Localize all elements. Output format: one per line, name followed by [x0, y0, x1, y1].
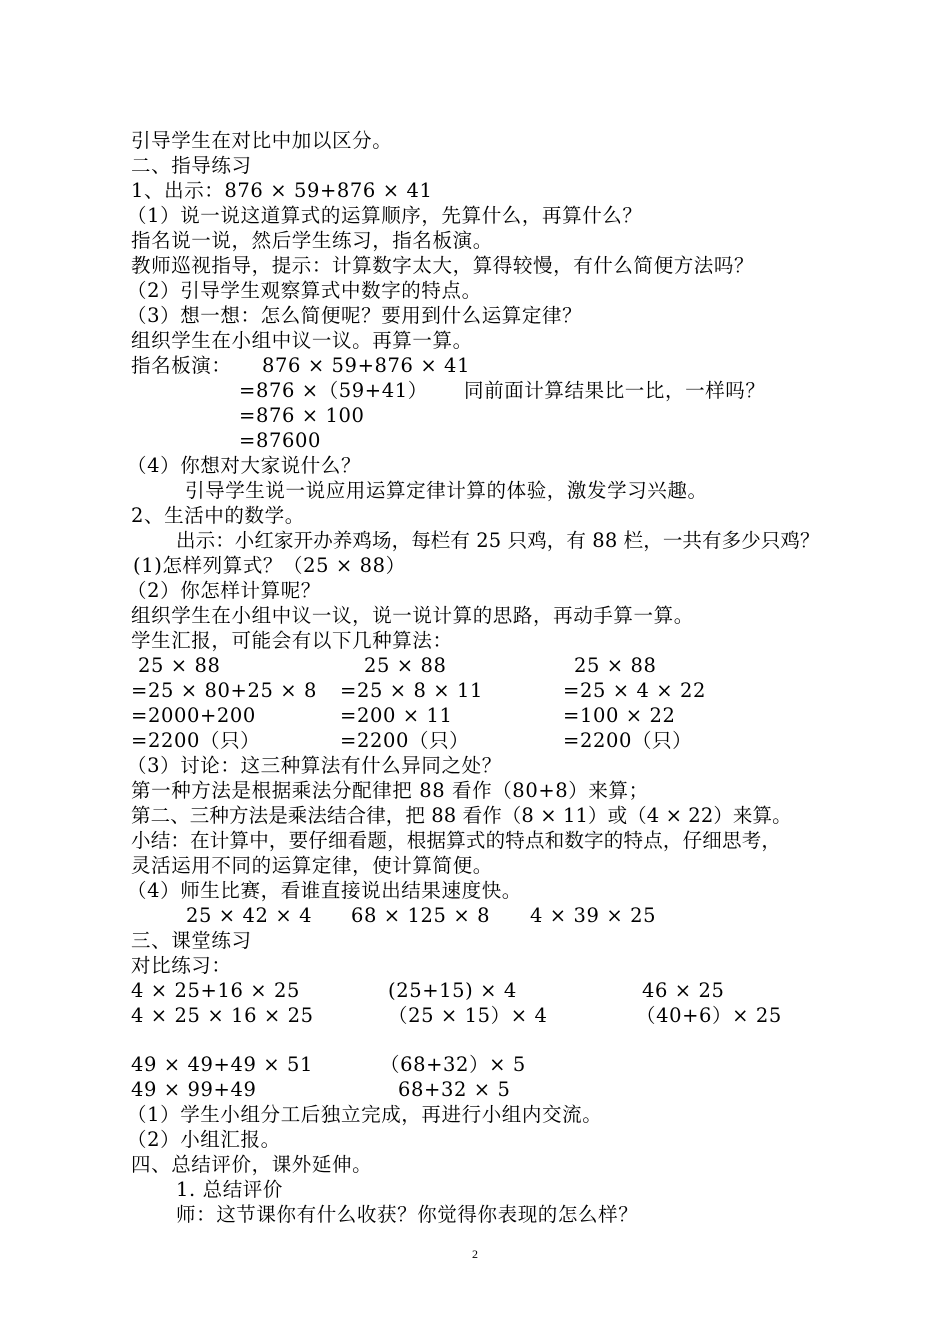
- math-expression: 4 × 25+16 × 25: [131, 979, 301, 1002]
- math-expression: =2200（只）: [563, 729, 693, 752]
- math-expression: =25 × 8 × 11: [340, 679, 484, 702]
- math-expression: =2200（只）: [340, 729, 470, 752]
- text-line: （4）你想对大家说什么？: [127, 454, 362, 477]
- text-line: 同前面计算结果比一比，一样吗？: [464, 379, 766, 402]
- math-expression: 876 × 59+876 × 41: [262, 354, 471, 377]
- text-line: 出示：小红家开办养鸡场，每栏有 25 只鸡，有 88 栏，一共有多少只鸡？: [176, 529, 820, 552]
- math-expression: 25 × 88: [138, 654, 221, 677]
- math-expression: =87600: [239, 429, 321, 452]
- section-heading: 三、课堂练习: [131, 929, 252, 952]
- math-expression: =25 × 80+25 × 8: [131, 679, 317, 702]
- math-expression: =876 × 100: [239, 404, 365, 427]
- math-expression: （40+6）× 25: [636, 1004, 782, 1027]
- math-expression: =100 × 22: [563, 704, 676, 727]
- text-line: 组织学生在小组中议一议，说一说计算的思路，再动手算一算。: [131, 604, 694, 627]
- text-line: （2）你怎样计算呢？: [127, 579, 321, 602]
- math-expression: （68+32）× 5: [380, 1053, 526, 1076]
- text-line: 对比练习：: [131, 954, 232, 977]
- math-expression: =2200（只）: [131, 729, 261, 752]
- text-line: 指名说一说，然后学生练习，指名板演。: [131, 229, 493, 252]
- section-heading: 二、指导练习: [131, 154, 252, 177]
- text-line: 灵活运用不同的运算定律，使计算简便。: [131, 854, 493, 877]
- text-line: （1）学生小组分工后独立完成，再进行小组内交流。: [127, 1103, 603, 1126]
- text-line: 第二、三种方法是乘法结合律，把 88 看作（8 × 11）或（4 × 22）来算。: [131, 804, 792, 827]
- section-heading: 四、总结评价，课外延伸。: [131, 1153, 373, 1176]
- text-line: 组织学生在小组中议一议。再算一算。: [131, 329, 473, 352]
- text-line: （3）讨论：这三种算法有什么异同之处？: [127, 754, 502, 777]
- math-expression: (25+15) × 4: [388, 979, 517, 1002]
- page-number: 2: [472, 1247, 478, 1261]
- math-expression: 49 × 49+49 × 51: [131, 1053, 314, 1076]
- text-line: 1. 总结评价: [176, 1178, 284, 1201]
- text-line: 引导学生在对比中加以区分。: [131, 129, 393, 152]
- text-line: 1、出示：876 × 59+876 × 41: [131, 179, 433, 202]
- text-line: 第一种方法是根据乘法分配律把 88 看作（80+8）来算；: [131, 779, 649, 802]
- math-expression: 25 × 42 × 4: [186, 904, 313, 927]
- math-expression: 25 × 88: [364, 654, 447, 677]
- math-expression: 25 × 88: [574, 654, 657, 677]
- text-line: 小结：在计算中，要仔细看题，根据算式的特点和数字的特点，仔细思考，: [131, 829, 782, 852]
- math-expression: 68 × 125 × 8: [351, 904, 491, 927]
- text-line: （4）师生比赛，看谁直接说出结果速度快。: [127, 879, 522, 902]
- math-expression: 49 × 99+49: [131, 1078, 257, 1101]
- math-expression: =876 ×（59+41）: [239, 379, 428, 402]
- math-expression: 46 × 25: [642, 979, 725, 1002]
- text-line: 学生汇报，可能会有以下几种算法：: [131, 629, 453, 652]
- text-line: （2）引导学生观察算式中数字的特点。: [127, 279, 482, 302]
- math-expression: =2000+200: [131, 704, 256, 727]
- text-line: （1）说一说这道算式的运算顺序，先算什么，再算什么？: [127, 204, 643, 227]
- text-line: （3）想一想：怎么简便呢？要用到什么运算定律？: [127, 304, 583, 327]
- text-line: 师：这节课你有什么收获？你觉得你表现的怎么样？: [176, 1203, 639, 1226]
- math-expression: =200 × 11: [340, 704, 453, 727]
- math-expression: 68+32 × 5: [398, 1078, 511, 1101]
- text-line: （2）小组汇报。: [127, 1128, 281, 1151]
- text-line: (1)怎样列算式？（25 × 88）: [133, 554, 406, 577]
- text-line: 教师巡视指导，提示：计算数字太大，算得较慢，有什么简便方法吗？: [131, 254, 755, 277]
- math-expression: （25 × 15）× 4: [388, 1004, 548, 1027]
- math-expression: =25 × 4 × 22: [563, 679, 707, 702]
- text-line: 引导学生说一说应用运算定律计算的体验，激发学习兴趣。: [185, 479, 708, 502]
- text-line: 2、生活中的数学。: [131, 504, 305, 527]
- math-expression: 4 × 39 × 25: [530, 904, 657, 927]
- math-expression: 4 × 25 × 16 × 25: [131, 1004, 314, 1027]
- text-line: 指名板演：: [131, 354, 232, 377]
